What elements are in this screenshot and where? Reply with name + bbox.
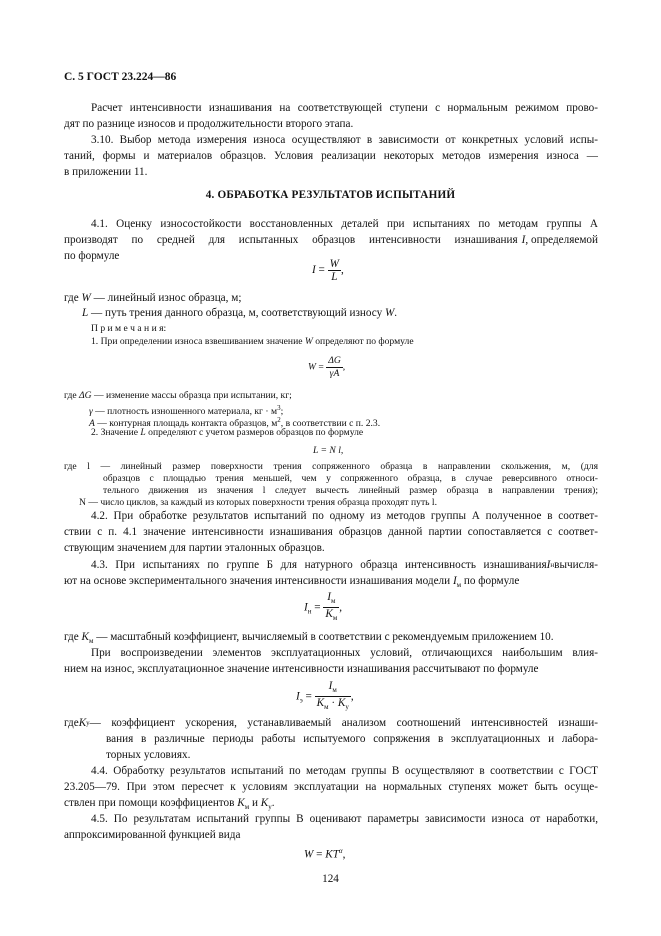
- text-run: , в соответствии с п. 2.3.: [280, 418, 381, 430]
- formula-wear-weight: [308, 355, 345, 380]
- formula-symbol: L: [140, 427, 146, 438]
- formula-fraction: [328, 258, 341, 283]
- formula-symbol: W: [308, 361, 316, 373]
- subscript: м: [332, 686, 337, 695]
- paragraph-line: [91, 557, 598, 573]
- formula-symbol: K: [337, 697, 346, 710]
- paragraph-line: 4.2. При обработке результатов испытаний по одному из методов группы А полученное в соответ-: [91, 510, 598, 522]
- subscript: н: [550, 561, 555, 569]
- subscript: у: [268, 803, 272, 812]
- formula-fraction: [326, 355, 346, 380]
- formula-wear-function: [304, 843, 345, 863]
- notes-title: П р и м е ч а н и я:: [91, 323, 167, 334]
- formula-symbol: K: [78, 717, 87, 729]
- formula-symbol: W: [304, 336, 313, 347]
- text-run: 2. Значение: [91, 427, 141, 438]
- fraction-denominator: [323, 608, 339, 624]
- formula-symbol: L: [82, 307, 89, 319]
- formula-operational: [296, 680, 354, 713]
- formula-punct: ,: [342, 361, 346, 373]
- subscript: м: [330, 597, 336, 606]
- text-run: где: [64, 292, 82, 304]
- formula-symbol: K: [316, 697, 325, 710]
- text-run: — коэффициент ускорения, устанавливаемый анализом соотношений интенсивностей изнаши-: [89, 717, 598, 729]
- formula-symbol: K: [260, 797, 269, 809]
- formula-symbol: K: [325, 608, 333, 621]
- text-run: 4.3. При испытаниях по группе Б для натурного образца интенсивность изнашивания: [91, 559, 547, 571]
- text-run: — масштабный коэффициент, вычисляемый в соответствии с рекомендуемым приложением 10.: [93, 631, 554, 643]
- formula-symbol: I: [296, 690, 300, 703]
- definition-line: торных условиях.: [106, 749, 191, 761]
- text-run: где: [64, 717, 79, 729]
- note-line: [91, 427, 363, 439]
- text-run: — контурная площадь контакта образцов, м: [94, 418, 278, 430]
- paragraph-line: [64, 232, 598, 248]
- formula-path: L = N l,: [313, 445, 344, 456]
- text-run: где: [64, 390, 79, 401]
- subscript: э: [299, 696, 303, 705]
- formula-symbol: W: [384, 307, 395, 319]
- formula-symbol: I: [327, 591, 331, 603]
- text-run: ;: [280, 406, 284, 418]
- formula-intensity: [312, 258, 344, 283]
- formula-full-scale: [304, 591, 342, 624]
- formula-symbol: W: [304, 848, 314, 861]
- subscript: м: [324, 703, 329, 712]
- formula-symbol: I: [452, 575, 457, 587]
- formula-fraction: [315, 680, 351, 713]
- formula-equals: =: [313, 848, 326, 861]
- page-header: С. 5 ГОСТ 23.224—86: [64, 71, 177, 83]
- fraction-numerator: W: [329, 258, 339, 270]
- definition-line: N — число циклов, за каждый из которых поверхности трения образца проходят путь l.: [79, 497, 437, 508]
- formula-symbol: KT: [325, 848, 339, 861]
- text-run: .: [271, 797, 275, 809]
- text-run: — путь трения данного образца, м, соответствующий износу: [88, 307, 385, 319]
- formula-dot: ·: [328, 697, 338, 710]
- fraction-denominator: γA: [329, 368, 340, 379]
- formula-symbol: W: [81, 292, 91, 304]
- formula-equals: =: [311, 601, 324, 614]
- text-run: ют на основе экспериментального значения интенсивности изнашивания модели: [64, 575, 453, 587]
- formula-symbol: I: [328, 680, 333, 692]
- subscript: м: [332, 614, 338, 623]
- text-run: — изменение массы образца при испытании, кг;: [91, 390, 292, 401]
- subscript: м: [244, 803, 250, 812]
- definition-line: тельного движения из значения l следует вычесть линейный размер образца в направлении трения);: [103, 485, 598, 496]
- subscript: м: [456, 581, 462, 590]
- formula-punct: ,: [350, 690, 354, 703]
- text-run: и: [249, 797, 261, 809]
- text-run: , определяемой: [525, 234, 598, 246]
- note-line: [91, 336, 414, 348]
- paragraph-line: При воспроизведении элементов эксплуатационных условий, отличающихся наибольшим влия-: [91, 647, 598, 659]
- fraction-numerator: ΔG: [328, 355, 341, 366]
- paragraph-line: 4.1. Оценку износостойкости восстановленных деталей при испытаниях по методам группы А: [91, 218, 598, 230]
- paragraph-line: Расчет интенсивности изнашивания на соответствующей ступени с нормальным режимом прово-: [91, 102, 598, 114]
- formula-punct: ,: [340, 264, 344, 277]
- superscript: 2: [277, 416, 281, 424]
- formula-equals: =: [302, 690, 315, 703]
- formula-equals: =: [316, 361, 327, 373]
- text-run: ствлен при помощи коэффициентов: [64, 797, 238, 809]
- fraction-denominator: L: [331, 271, 338, 283]
- paragraph-line: нием на износ, эксплуатационное значение интенсивности изнашивания рассчитывают по формуле: [64, 663, 539, 675]
- page-number: 124: [322, 873, 339, 885]
- paragraph-line: таний, формы и материалов образцов. Условия реализации некоторых методов измерения износа —: [64, 150, 598, 162]
- definition-line: образцов с площадью трения меньшей, чем у сопряженного образца, в случае реверсивного относи-: [103, 473, 598, 484]
- formula-symbol: K: [81, 631, 89, 643]
- paragraph-line: по формуле: [64, 250, 120, 262]
- formula-symbol: I: [546, 559, 551, 571]
- paragraph-line: в приложении 11.: [64, 166, 148, 178]
- formula-punct: ,: [342, 848, 346, 861]
- subscript: у: [345, 703, 349, 712]
- paragraph-line: ствии с п. 4.1 значение интенсивности изнашивания образцов данной партии сопоставляется с соответ-: [64, 526, 598, 538]
- superscript: α: [338, 847, 343, 855]
- subscript: м: [88, 637, 94, 646]
- formula-symbol: A: [89, 418, 95, 430]
- text-run: .: [394, 307, 398, 319]
- definition-line: [64, 390, 292, 402]
- section-title: 4. ОБРАБОТКА РЕЗУЛЬТАТОВ ИСПЫТАНИЙ: [205, 189, 456, 201]
- text-run: определяют с учетом размеров образцов по формуле: [145, 427, 364, 438]
- paragraph-line: ствующим значением для партии эталонных образцов.: [64, 542, 325, 554]
- formula-symbol: γ: [89, 406, 93, 418]
- paragraph-line: 3.10. Выбор метода измерения износа осуществляют в зависимости от конкретных условий испы-: [91, 134, 598, 146]
- formula-equals: =: [315, 264, 328, 277]
- subscript: у: [86, 719, 90, 727]
- fraction-denominator: [315, 697, 351, 713]
- paragraph-line: [64, 573, 519, 594]
- definition-line: вания в различные периоды работы испытуемого сопряжения в эксплуатационных и лабора-: [106, 733, 598, 745]
- definition-line: [64, 290, 241, 306]
- formula-symbol: ΔG: [79, 390, 92, 401]
- text-run: вычисля-: [554, 559, 598, 571]
- text-run: определяют по формуле: [312, 336, 414, 347]
- paragraph-line: 4.4. Обработку результатов испытаний по методам группы В осуществляют в соответствии с ГОСТ: [91, 765, 598, 777]
- fraction-numerator: [315, 680, 351, 697]
- formula-punct: ,: [339, 601, 343, 614]
- definition-line: где l — линейный размер поверхности трения сопряженного образца в направлении скольжения, м, (для: [64, 461, 598, 472]
- superscript: 3: [277, 404, 281, 412]
- formula-fraction: [323, 591, 339, 624]
- formula-symbol: I: [312, 264, 316, 277]
- fraction-numerator: [323, 591, 339, 608]
- formula-symbol: K: [237, 797, 245, 809]
- paragraph-line: аппроксимированной функцией вида: [64, 829, 241, 841]
- paragraph-line: 4.5. По результатам испытаний группы В оценивают параметры зависимости износа от наработки,: [91, 813, 598, 825]
- definition-line: [64, 715, 598, 731]
- text-run: — плотность изношенного материала, кг · м: [92, 406, 278, 418]
- formula-symbol: I: [304, 601, 308, 614]
- definition-line: [82, 305, 397, 321]
- text-run: где: [64, 631, 82, 643]
- paragraph-line: дят по разнице износов и продолжительности второго этапа.: [64, 118, 354, 130]
- text-run: 1. При определении износа взвешиванием значение: [91, 336, 305, 347]
- text-run: по формуле: [461, 575, 520, 587]
- text-run: производят по средней для испытанных образцов интенсивности изнашивания: [64, 234, 518, 246]
- paragraph-line: 23.205—79. При этом пересчет к условиям эксплуатации на нормальных ступенях может быть осуще-: [64, 781, 598, 793]
- formula-symbol: I: [521, 234, 526, 246]
- subscript: н: [307, 607, 312, 616]
- text-run: — линейный износ образца, м;: [90, 292, 242, 304]
